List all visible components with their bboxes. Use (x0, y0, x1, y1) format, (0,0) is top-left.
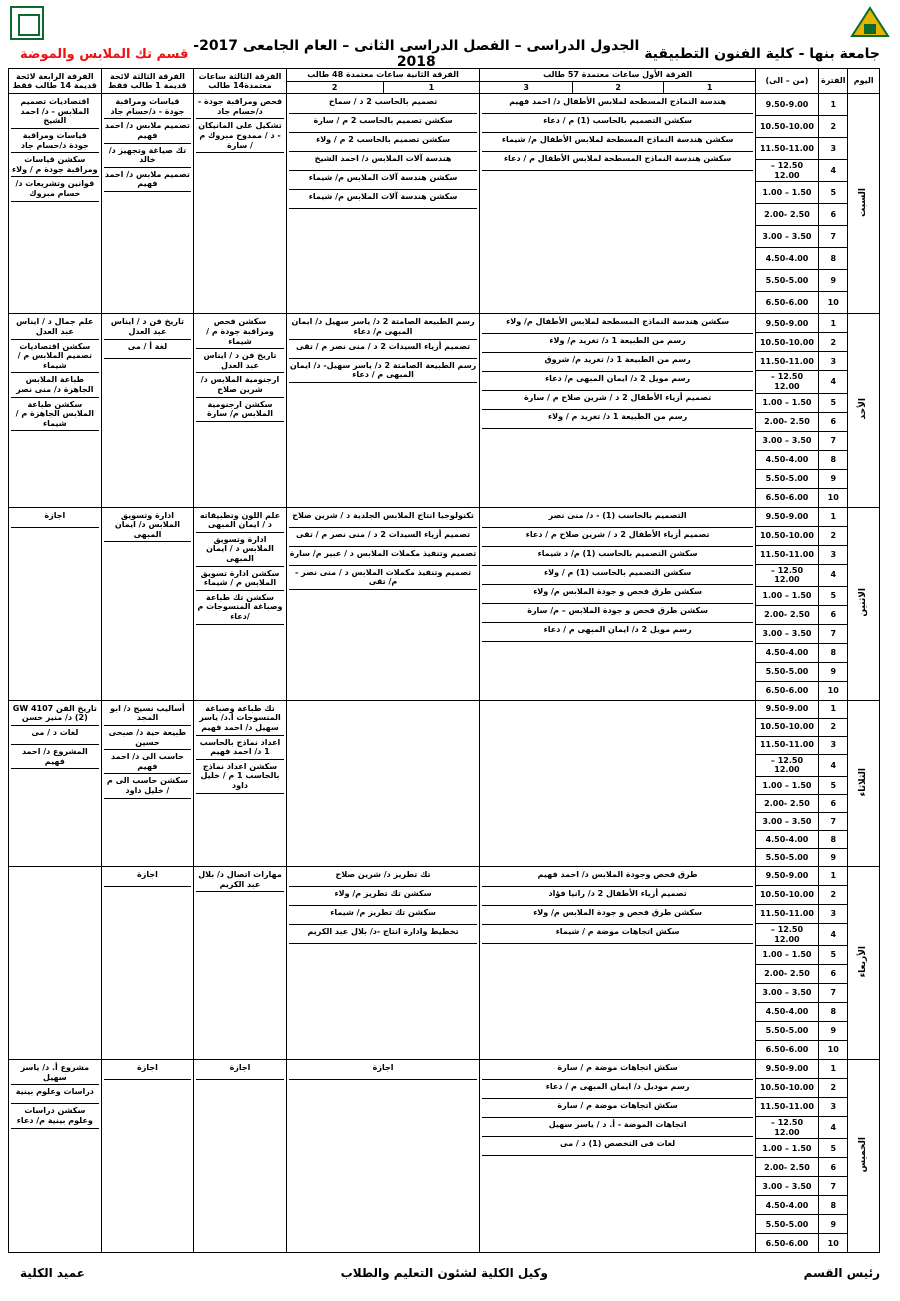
class-entry: ادارة وتسويق الملابس د/ ايمان المبهى (104, 509, 192, 543)
class-entry: تصميم ملابس د/ احمد فهيم (104, 119, 192, 143)
period-time: 11.50-11.00 (755, 904, 818, 923)
class-cell-y1 (480, 1060, 756, 1253)
class-entry: سكشن حاسب الى م / خليل داود (104, 774, 192, 798)
period-time: 9.50-9.00 (755, 507, 818, 526)
class-entry: سكشن التصميم بالحاسب (1) م/ د شيماء (482, 547, 753, 566)
period-number: 1 (819, 507, 848, 526)
class-entry: سكشن تك تطريز م/ ولاء (289, 887, 478, 906)
day-name: السبت (858, 188, 869, 217)
class-entry: قوانين وتشريعات د/ حسام مبروك (11, 177, 99, 201)
class-entry: رسم مويل 2 د/ ايمان المبهى م/ دعاء (482, 372, 753, 391)
period-time: 12.50 – 12.00 (755, 1117, 818, 1139)
class-entry: سكشن ادارة تسويق الملابس م / شيماء (196, 567, 284, 591)
col-year3: الفرقة الثالثة ساعات معتمدة14 طالب (194, 69, 287, 94)
period-time: 11.50-11.00 (755, 138, 818, 160)
class-entry: سكشن طرق فحص و جودة الملابس م/ ولاء (482, 906, 753, 925)
period-time: 6.50-6.00 (755, 488, 818, 507)
day-label (848, 94, 880, 314)
class-entry: سكشن اعداد نماذج بالحاسب 1 م / خليل داود (196, 760, 284, 794)
class-cell-y4 (9, 866, 102, 1059)
class-entry: هندسة آلات الملابس د/ احمد الشيخ (289, 152, 478, 171)
period-number: 4 (819, 754, 848, 776)
class-entry: تصميم أزياء السيدات 2 د / منى نصر م / تقى (289, 340, 478, 359)
class-cell-y1 (480, 700, 756, 866)
class-entry: سكشن التصميم بالحاسب (1) م / ولاء (482, 566, 753, 585)
class-entry: سكش اتجاهات موضة م / شيماء (482, 925, 753, 944)
period-time: 9.50-9.00 (755, 1060, 818, 1079)
class-entry: المشروع د/ احمد فهيم (11, 745, 99, 769)
class-entry: سكشن هندسة النماذج المسطحة لملابس الأطفال م/ ولاء (482, 315, 753, 334)
class-entry: اتجاهات الموضة - أ. د / ياسر سهيل (482, 1118, 753, 1137)
col-time: (من – الى) (755, 69, 818, 94)
class-entry: دراسات وعلوم بينية (11, 1085, 99, 1104)
period-time: 11.50-11.00 (755, 352, 818, 371)
period-time: 1.50 – 1.00 (755, 586, 818, 605)
period-number: 9 (819, 469, 848, 488)
period-number: 6 (819, 965, 848, 984)
class-cell-y1 (480, 94, 756, 314)
period-number: 5 (819, 586, 848, 605)
period-number: 3 (819, 352, 848, 371)
schedule-row (9, 314, 880, 333)
period-time: 10.50-10.00 (755, 116, 818, 138)
class-cell-y3o (101, 700, 194, 866)
period-time: 4.50-4.00 (755, 450, 818, 469)
class-entry: سكشن هندسة النماذج المسطحة لملابس الأطفال م/ شيماء (482, 133, 753, 152)
day-name: الأربعاء (858, 946, 869, 978)
period-number: 4 (819, 923, 848, 945)
class-entry: تخطيط وادارة انتاج -د/ بلال عبد الكريم (289, 925, 478, 944)
schedule-row (9, 1060, 880, 1079)
period-time: 12.50 – 12.00 (755, 371, 818, 393)
class-cell-y2 (286, 314, 480, 507)
class-entry: تصميم ملابس د/ احمد فهيم (104, 168, 192, 192)
class-cell-y3 (194, 314, 287, 507)
class-entry: سكشن هندسة آلات الملابس م/ شيماء (289, 190, 478, 209)
class-entry: تصميم أزياء الأطفال 2 د / شرين صلاح م / سارة (482, 391, 753, 410)
period-time: 10.50-10.00 (755, 526, 818, 545)
period-number: 2 (819, 885, 848, 904)
period-time: 2.50 -2.00 (755, 965, 818, 984)
class-cell-y4 (9, 507, 102, 700)
day-name: الثلاثاء (858, 767, 869, 797)
col-year2-group: 1 (383, 81, 480, 94)
class-entry: اجازة (289, 1061, 478, 1080)
class-cell-y3 (194, 1060, 287, 1253)
class-cell-y4 (9, 700, 102, 866)
period-number: 5 (819, 946, 848, 965)
class-entry: اجازة (104, 1061, 192, 1080)
period-time: 4.50-4.00 (755, 643, 818, 662)
day-label (848, 314, 880, 507)
header-bar (20, 38, 880, 70)
col-year3-old: الفرقة الثالثة لائحة قديمة 1 طالب فقط (101, 69, 194, 94)
class-entry: التصميم بالحاسب (1) - د/ منى نصر (482, 509, 753, 528)
period-number: 6 (819, 204, 848, 226)
period-number: 8 (819, 830, 848, 848)
period-time: 3.50 – 3.00 (755, 984, 818, 1003)
period-time: 1.50 – 1.00 (755, 776, 818, 794)
class-entry: رسم موديل د/ ايمان المبهى م / دعاء (482, 1080, 753, 1099)
class-entry: تاريخ فن د / ايناس عبد العدل (104, 315, 192, 339)
period-number: 8 (819, 1003, 848, 1022)
day-label (848, 866, 880, 1059)
period-time: 5.50-5.00 (755, 270, 818, 292)
day-name: الاثنين (858, 588, 869, 617)
class-entry: سكشن اقتصاديات تصميم الملابس م / شيماء (11, 340, 99, 374)
col-year1-group: 1 (664, 81, 756, 94)
col-year2: الفرقة الثانية ساعات معتمدة 48 طالب (286, 69, 480, 82)
class-entry: اجازة (11, 509, 99, 528)
period-time: 6.50-6.00 (755, 1234, 818, 1253)
period-number: 4 (819, 1117, 848, 1139)
period-number: 8 (819, 1196, 848, 1215)
period-number: 7 (819, 431, 848, 450)
period-time: 2.50 -2.00 (755, 204, 818, 226)
period-time: 3.50 – 3.00 (755, 431, 818, 450)
class-entry: سكش اتجاهات موضة م / سارة (482, 1061, 753, 1080)
period-number: 7 (819, 812, 848, 830)
period-number: 10 (819, 1234, 848, 1253)
class-cell-y3o (101, 866, 194, 1059)
col-year1-group: 3 (480, 81, 573, 94)
class-entry: سكشن تصميم بالحاسب 2 م / سارة (289, 114, 478, 133)
col-period: الفترة (819, 69, 848, 94)
class-entry: تصميم وتنفيذ مكملات الملابس د / عبير م/ سارة (289, 547, 478, 566)
period-time: 9.50-9.00 (755, 314, 818, 333)
period-time: 9.50-9.00 (755, 94, 818, 116)
class-entry: رسم من الطبيعة 1 د/ تغريد م/ ولاء (482, 334, 753, 353)
class-entry: تصميم بالحاسب 2 د / سماح (289, 95, 478, 114)
class-entry: ارجنومية الملابس د/ شرين صلاح (196, 373, 284, 397)
period-number: 7 (819, 984, 848, 1003)
period-time: 4.50-4.00 (755, 1003, 818, 1022)
period-number: 9 (819, 848, 848, 866)
period-number: 6 (819, 794, 848, 812)
schedule-table (8, 68, 880, 1253)
period-time: 5.50-5.00 (755, 469, 818, 488)
class-entry: لغة أ / مى (104, 340, 192, 359)
class-entry: سكشن طرق فحص و جودة الملابس – م/ سارة (482, 604, 753, 623)
period-time: 1.50 – 1.00 (755, 182, 818, 204)
class-entry: سكشن طرق فحص و جودة الملابس م/ ولاء (482, 585, 753, 604)
class-entry: حاسب الى د/ احمد فهيم (104, 750, 192, 774)
class-entry: سكشن تك تطريز م/ شيماء (289, 906, 478, 925)
class-entry: طباعة الملابس الجاهزة د/ منى نصر (11, 373, 99, 397)
class-entry: علم اللون وتطبيقاته د / ايمان المبهى (196, 509, 284, 533)
class-cell-y3o (101, 507, 194, 700)
class-entry: لغات د / مى (11, 726, 99, 745)
period-number: 3 (819, 545, 848, 564)
period-time: 3.50 – 3.00 (755, 812, 818, 830)
period-number: 5 (819, 393, 848, 412)
day-label (848, 1060, 880, 1253)
col-year1-group: 2 (572, 81, 664, 94)
period-number: 10 (819, 292, 848, 314)
university-title: جامعة بنها - كلية الفنون التطبيقية (644, 46, 880, 62)
class-entry: سكشن فحص ومراقبة جودة م / شيماء (196, 315, 284, 349)
class-entry: اقتصاديات تصميم الملابس - د/ احمد الشيخ (11, 95, 99, 129)
class-entry: رسم مويل 2 د/ ايمان المبهى م / دعاء (482, 623, 753, 642)
period-time: 10.50-10.00 (755, 333, 818, 352)
schedule-row (9, 94, 880, 116)
class-entry: سكشن تك طباعة وصباغة المنسوجات م /دعاء (196, 591, 284, 625)
class-entry: فحص ومراقبة جودة - د/حسام جاد (196, 95, 284, 119)
class-entry: سكشن التصميم بالحاسب (1) م / دعاء (482, 114, 753, 133)
period-time: 12.50 – 12.00 (755, 160, 818, 182)
class-entry: علم جمال د / ايناس عبد العدل (11, 315, 99, 339)
period-time: 4.50-4.00 (755, 830, 818, 848)
class-entry: سكش اتجاهات موضة م / سارة (482, 1099, 753, 1118)
period-number: 3 (819, 736, 848, 754)
university-logo-icon (850, 6, 890, 40)
schedule-title: الجدول الدراسى – الفصل الدراسى الثانى – العام الجامعى 2017-2018 (193, 38, 640, 70)
schedule-row (9, 507, 880, 526)
class-entry: تصميم أزياء الأطفال 2 د/ رانيا فؤاد (482, 887, 753, 906)
class-entry: سكشن دراسات وعلوم بينية م/ دعاء (11, 1104, 99, 1128)
class-entry: سكشن تصميم بالحاسب 2 م / ولاء (289, 133, 478, 152)
class-entry: قياسات ومراقبة جودة - د/حسام جاد (104, 95, 192, 119)
period-time: 3.50 – 3.00 (755, 226, 818, 248)
class-cell-y3 (194, 700, 287, 866)
class-entry: هندسة النماذج المسطحة لملابس الأطفال د/ احمد فهيم (482, 95, 753, 114)
period-time: 12.50 – 12.00 (755, 923, 818, 945)
class-entry: سكشن ارجنومية الملابس م/ سارة (196, 398, 284, 422)
period-number: 6 (819, 412, 848, 431)
class-cell-y3 (194, 507, 287, 700)
period-number: 3 (819, 1098, 848, 1117)
day-label (848, 507, 880, 700)
period-number: 1 (819, 94, 848, 116)
class-entry: رسم الطبيعة الصامتة 2 د/ ياسر سهيل د/ ايمان المبهى م/ دعاء (289, 315, 478, 339)
class-cell-y3o (101, 1060, 194, 1253)
class-cell-y3o (101, 94, 194, 314)
class-entry: مهارات اتصال د/ بلال عبد الكريم (196, 868, 284, 892)
period-time: 2.50 -2.00 (755, 412, 818, 431)
period-number: 10 (819, 488, 848, 507)
period-number: 5 (819, 182, 848, 204)
period-time: 11.50-11.00 (755, 545, 818, 564)
class-entry: تاريخ الفن GW 4107 (2) د/ منير حسن (11, 702, 99, 726)
class-entry: تك طباعة وصباغة المنسوجات أ.د/ ياسر سهيل د/ احمد فهيم (196, 702, 284, 736)
period-number: 5 (819, 776, 848, 794)
class-cell-y2 (286, 507, 480, 700)
class-entry: طرق فحص وجودة الملابس د/ احمد فهيم (482, 868, 753, 887)
class-entry: لغات فى التخصص (1) د / مى (482, 1137, 753, 1156)
class-entry: سكشن طباعة الملابس الجاهزة م / شيماء (11, 398, 99, 432)
class-entry: تصميم وتنفيذ مكملات الملابس د / منى نصر - م/ تقى (289, 566, 478, 590)
period-time: 6.50-6.00 (755, 681, 818, 700)
class-entry: اجازة (104, 868, 192, 887)
faculty-logo-icon (10, 6, 44, 40)
class-entry: تصميم أزياء الأطفال 2 د / شرين صلاح م / دعاء (482, 528, 753, 547)
day-label (848, 700, 880, 866)
period-time: 3.50 – 3.00 (755, 1177, 818, 1196)
period-number: 9 (819, 662, 848, 681)
class-cell-y4 (9, 314, 102, 507)
col-year1: الفرقة الأول ساعات معتمدة 57 طالب (480, 69, 756, 82)
class-cell-y3o (101, 314, 194, 507)
class-entry: تك تطريز د/ شرين صلاح (289, 868, 478, 887)
schedule-row (9, 700, 880, 718)
period-time: 5.50-5.00 (755, 848, 818, 866)
class-cell-y2 (286, 700, 480, 866)
period-number: 2 (819, 333, 848, 352)
class-cell-y1 (480, 314, 756, 507)
period-time: 11.50-11.00 (755, 736, 818, 754)
class-entry: سكشن هندسة آلات الملابس م/ شيماء (289, 171, 478, 190)
footer-dept-head: رئيس القسم (803, 1266, 880, 1280)
period-number: 9 (819, 270, 848, 292)
class-entry: ادارة وتسويق الملابس د / ايمان المبهى (196, 533, 284, 567)
period-number: 3 (819, 138, 848, 160)
period-number: 8 (819, 643, 848, 662)
period-number: 8 (819, 248, 848, 270)
period-time: 4.50-4.00 (755, 1196, 818, 1215)
period-time: 1.50 – 1.00 (755, 393, 818, 412)
period-time: 10.50-10.00 (755, 718, 818, 736)
period-time: 2.50 -2.00 (755, 605, 818, 624)
period-number: 10 (819, 681, 848, 700)
period-time: 11.50-11.00 (755, 1098, 818, 1117)
signature-footer (20, 1266, 880, 1286)
header-row-1 (9, 69, 880, 82)
period-time: 6.50-6.00 (755, 1041, 818, 1060)
class-entry: تصميم أزياء السيدات 2 د / منى نصر م / تقى (289, 528, 478, 547)
period-number: 1 (819, 314, 848, 333)
period-time: 10.50-10.00 (755, 885, 818, 904)
class-entry: رسم الطبيعة الصامتة 2 د/ ياسر سهيل- د/ ايمان المبهى م / دعاء (289, 359, 478, 383)
class-entry: اعداد نماذج بالحاسب 1 د/ احمد فهيم (196, 736, 284, 760)
class-entry: سكشن قياسات ومراقبة جودة م / ولاء (11, 153, 99, 177)
class-cell-y1 (480, 866, 756, 1059)
col-year2-group: 2 (286, 81, 383, 94)
period-number: 2 (819, 116, 848, 138)
class-cell-y2 (286, 866, 480, 1059)
period-number: 4 (819, 371, 848, 393)
period-number: 2 (819, 718, 848, 736)
class-entry: مشروع أ. د/ ياسر سهيل (11, 1061, 99, 1085)
period-time: 9.50-9.00 (755, 700, 818, 718)
footer-vice-dean: وكيل الكلية لشئون التعليم والطلاب (340, 1266, 548, 1280)
period-number: 10 (819, 1041, 848, 1060)
class-entry: رسم من الطبيعة 1 د/ تغريد م / ولاء (482, 410, 753, 429)
period-number: 3 (819, 904, 848, 923)
period-time: 1.50 – 1.00 (755, 1139, 818, 1158)
period-number: 6 (819, 605, 848, 624)
footer-dean: عميد الكلية (20, 1266, 85, 1280)
class-entry: أساليب نسيج د/ ابو المجد (104, 702, 192, 726)
period-time: 12.50 – 12.00 (755, 564, 818, 586)
period-number: 8 (819, 450, 848, 469)
period-number: 4 (819, 564, 848, 586)
period-number: 9 (819, 1215, 848, 1234)
period-time: 2.50 -2.00 (755, 1158, 818, 1177)
class-entry: رسم من الطبيعة 1 د/ تغريد م/ شروق (482, 353, 753, 372)
class-entry: قياسات ومراقبة جودة د/حسام جاد (11, 129, 99, 153)
class-entry: سكشن هندسة النماذج المسطحة لملابس الأطفال م / دعاء (482, 152, 753, 171)
period-time: 3.50 – 3.00 (755, 624, 818, 643)
class-entry: اجازة (196, 1061, 284, 1080)
period-number: 1 (819, 866, 848, 885)
period-number: 7 (819, 1177, 848, 1196)
department-title: قسم تك الملابس والموضة (20, 46, 189, 62)
class-cell-y2 (286, 1060, 480, 1253)
period-time: 4.50-4.00 (755, 248, 818, 270)
day-name: الأحد (858, 398, 869, 420)
period-number: 2 (819, 1079, 848, 1098)
class-cell-y2 (286, 94, 480, 314)
period-time: 10.50-10.00 (755, 1079, 818, 1098)
period-time: 1.50 – 1.00 (755, 946, 818, 965)
class-cell-y4 (9, 94, 102, 314)
class-cell-y4 (9, 1060, 102, 1253)
period-time: 12.50 – 12.00 (755, 754, 818, 776)
class-cell-y1 (480, 507, 756, 700)
class-entry: تك صياغة وتجهيز د/ خالد (104, 144, 192, 168)
period-number: 5 (819, 1139, 848, 1158)
period-number: 6 (819, 1158, 848, 1177)
period-number: 4 (819, 160, 848, 182)
period-time: 5.50-5.00 (755, 662, 818, 681)
period-number: 9 (819, 1022, 848, 1041)
period-number: 2 (819, 526, 848, 545)
class-entry: تاريخ فن د / ايناس عبد العدل (196, 349, 284, 373)
class-entry: تكنولوجيا انتاج الملابس الجلدية د / شرين صلاح (289, 509, 478, 528)
class-cell-y3 (194, 866, 287, 1059)
col-day: اليوم (848, 69, 880, 94)
period-number: 7 (819, 624, 848, 643)
period-number: 1 (819, 700, 848, 718)
class-entry: تشكيل على المانيكان - د / ممدوح مبروك م / سارة (196, 119, 284, 153)
period-time: 5.50-5.00 (755, 1215, 818, 1234)
period-number: 7 (819, 226, 848, 248)
period-time: 9.50-9.00 (755, 866, 818, 885)
period-time: 2.50 -2.00 (755, 794, 818, 812)
col-year4-old: الفرقة الرابعة لائحة قديمة 14 طالب فقط (9, 69, 102, 94)
day-name: الخميس (858, 1137, 869, 1173)
class-cell-y3 (194, 94, 287, 314)
schedule-row (9, 866, 880, 885)
period-time: 5.50-5.00 (755, 1022, 818, 1041)
class-entry: طبيعة حية د/ صبحى حسين (104, 726, 192, 750)
period-number: 1 (819, 1060, 848, 1079)
period-time: 6.50-6.00 (755, 292, 818, 314)
